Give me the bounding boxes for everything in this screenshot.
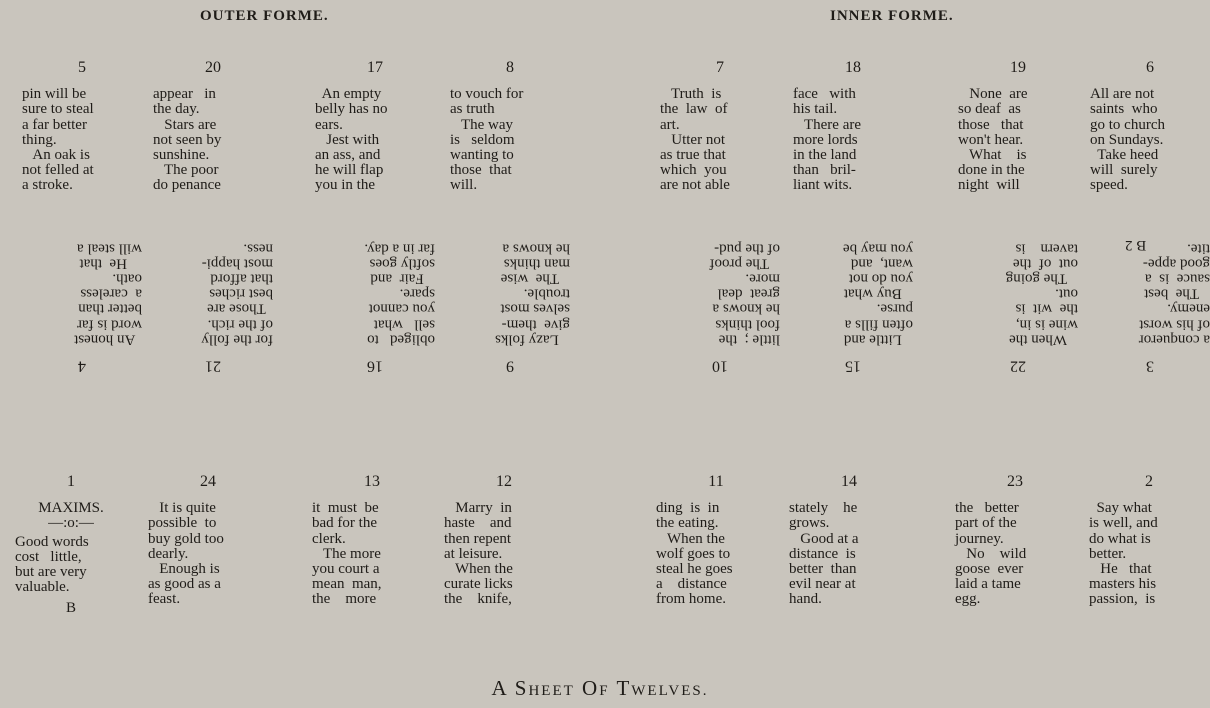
page-text: it must be bad for the clerk. The more you court a mean man, the more [312, 500, 382, 608]
page-number: 22 [1010, 357, 1026, 375]
page-15 [793, 240, 913, 374]
page-number: 3 [1146, 357, 1154, 375]
page-6 [1090, 60, 1210, 194]
page-number: 11 [708, 473, 724, 490]
caption-initial: A [491, 676, 508, 700]
page-number: 24 [200, 473, 216, 490]
page-text: pin will be sure to steal a far better thing. An oak is not felled at a stroke. [22, 86, 94, 194]
page-text: Good words cost little, but are very valuable. [15, 533, 89, 596]
page-7 [660, 60, 780, 194]
page-number: 15 [845, 357, 861, 375]
page-number: 9 [506, 357, 514, 375]
page-text: little ; the fool thinks he knows a great deal more. The proof of the pud- [709, 240, 780, 348]
page-text: Say what is well, and do what is better. He that masters his passion, is [1089, 500, 1158, 608]
page-16 [315, 240, 435, 374]
page-number: 10 [712, 357, 728, 375]
page-2 [1089, 474, 1209, 608]
page-22 [958, 240, 1078, 374]
page-text: Marry in haste and then repent at leisure. When the curate licks the knife, [444, 500, 513, 608]
caption-word-sheet: SHEET [514, 676, 575, 700]
page-number: 21 [205, 357, 221, 375]
page-text: Truth is the law of art. Utter not as true that which you are not able [660, 86, 730, 194]
page-14 [789, 474, 909, 608]
maxims-heading: MAXIMS. [38, 500, 104, 517]
page-number: 5 [78, 59, 86, 76]
signature-mark: B [65, 600, 76, 617]
page-text: When the wine is in, the wit is out. The going out of the tavern is [1005, 240, 1078, 348]
page-number: 23 [1007, 473, 1023, 490]
page-13 [312, 474, 432, 608]
page-number: 6 [1146, 59, 1154, 76]
page-number: 12 [496, 473, 512, 490]
page-number: 13 [364, 473, 380, 490]
page-number: 2 [1145, 473, 1153, 490]
page-24 [148, 474, 268, 608]
page-text: All are not saints who go to church on Sundays. Take heed will surely speed. [1090, 86, 1165, 194]
page-19 [958, 60, 1078, 194]
caption-word-twelves: TWELVES. [616, 676, 709, 700]
page-number: 19 [1010, 59, 1026, 76]
page-text: An honest word is far better than a careless oath. He that will steal a [74, 240, 142, 348]
page-text: It is quite possible to buy gold too dearly. Enough is as good as a feast. [148, 500, 224, 608]
page-number: 1 [67, 473, 75, 490]
page-20 [153, 60, 273, 194]
page-10 [660, 240, 780, 374]
page-number: 14 [841, 473, 857, 490]
page-18 [793, 60, 913, 194]
signature-mark: B 2 [1125, 237, 1147, 253]
page-text: face with his tail. There are more lords in the land than bril- liant wits. [793, 86, 862, 194]
page-11 [656, 474, 776, 608]
page-17 [315, 60, 435, 194]
page-3 [1090, 240, 1210, 374]
page-9 [450, 240, 570, 374]
page-text: Lazy folks give them- selves most trouble. The wise man thinks he knows a [495, 240, 570, 348]
page-text: An empty belly has no ears. Jest with an ass, and he will flap you in the [315, 86, 388, 194]
page-text: obliged to sell what you cannot spare. Fair and softly goes far in a day. [364, 240, 435, 348]
page-number: 16 [367, 357, 383, 375]
page-number: 7 [716, 59, 724, 76]
page-number: 18 [845, 59, 861, 76]
page-21 [153, 240, 273, 374]
page-8 [450, 60, 570, 194]
page-number: 4 [78, 357, 86, 375]
page-5 [22, 60, 142, 194]
page-text: None are so deaf as those that won't hear. What is done in the night will [958, 86, 1028, 194]
outer-forme-title: OUTER FORME. [200, 8, 329, 24]
page-text: a conqueror of his worst enemy. The best sauce is a good appe- tite. [1138, 240, 1210, 348]
page-number: 8 [506, 59, 514, 76]
page-text: ding is in the eating. When the wolf goes to steal he goes a distance from home. [656, 500, 733, 608]
page-text: stately he grows. Good at a distance is better than evil near at hand. [789, 500, 859, 608]
page-text: Little and often fills a purse. Buy what you do not want, and you may be [843, 240, 913, 348]
caption-word-of: OF [582, 676, 610, 700]
page-12 [444, 474, 564, 608]
page-number: 20 [205, 59, 221, 76]
page-4 [22, 240, 142, 374]
ornamental-rule: —:o:— [48, 515, 94, 532]
page-text: to vouch for as truth The way is seldom wanting to those that will. [450, 86, 524, 194]
figure-caption [0, 676, 1200, 701]
page-number: 17 [367, 59, 383, 76]
page-text: for the folly of the rich. Those are best riches that afford most happi- ness. [201, 240, 273, 348]
inner-forme-title: INNER FORME. [830, 8, 954, 24]
page-text: appear in the day. Stars are not seen by sunshine. The poor do penance [153, 86, 222, 194]
page-text: the better part of the journey. No wild goose ever laid a tame egg. [955, 500, 1027, 608]
page-1 [15, 474, 127, 617]
page-23 [955, 474, 1075, 608]
